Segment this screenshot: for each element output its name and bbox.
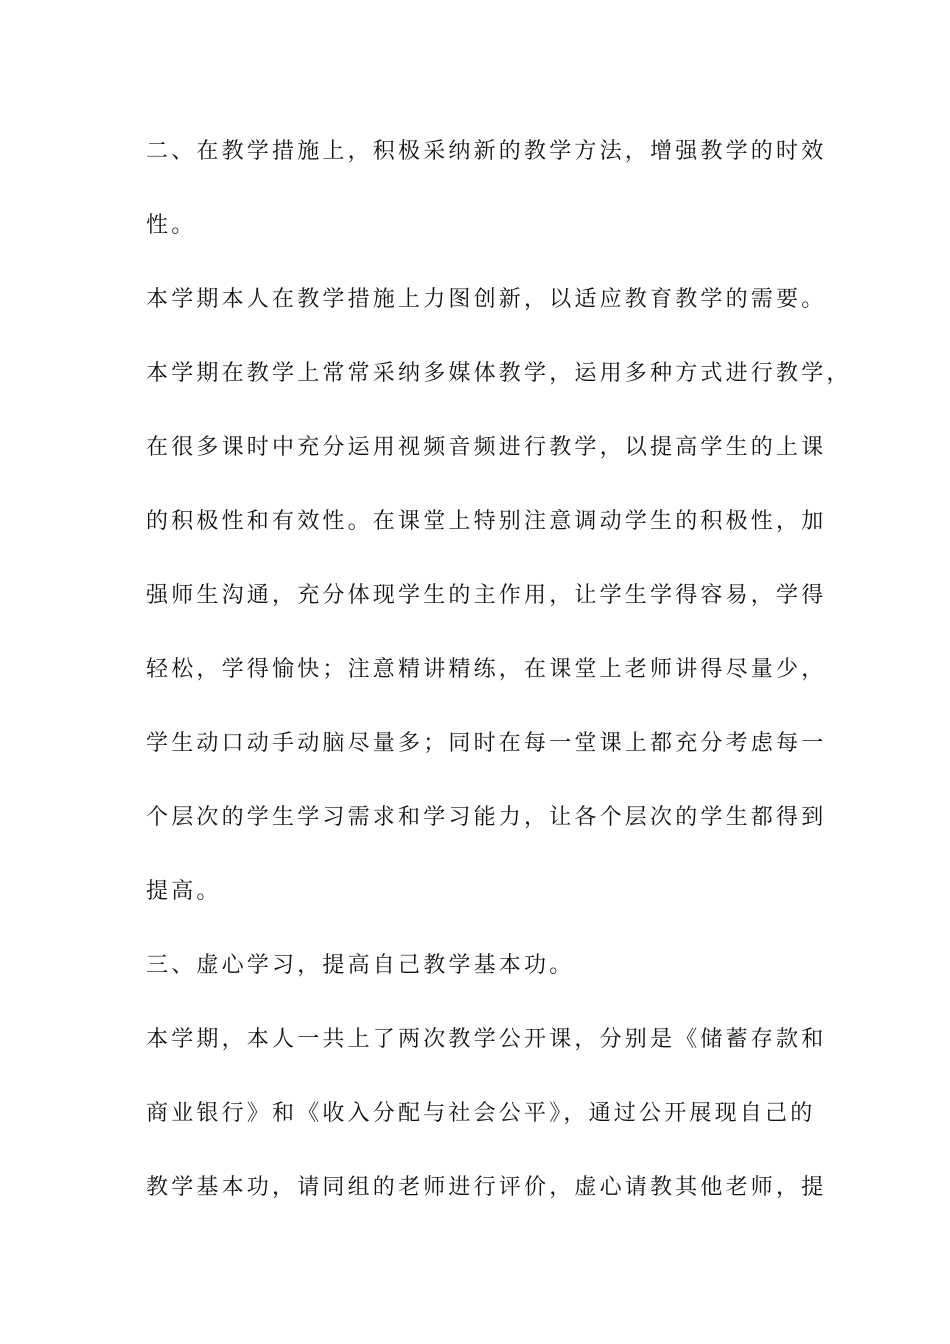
text-line: 性。: [146, 213, 197, 238]
text-line: 强师生沟通，充分体现学生的主作用，让学生学得容易，学得: [146, 583, 827, 608]
text-line: 在很多课时中充分运用视频音频进行教学，以提高学生的上课: [146, 435, 827, 460]
text-line: 轻松，学得愉快；注意精讲精练，在课堂上老师讲得尽量少，: [146, 657, 827, 682]
text-line: 商业银行》和《收入分配与社会公平》，通过公开展现自己的: [146, 1101, 816, 1126]
text-line: 本学期，本人一共上了两次教学公开课，分别是《储蓄存款和: [146, 1027, 827, 1052]
text-line: 的积极性和有效性。在课堂上特别注意调动学生的积极性，加: [146, 509, 827, 534]
text-line: 提高。: [146, 879, 222, 904]
text-line: 个层次的学生学习需求和学习能力，让各个层次的学生都得到: [146, 805, 827, 830]
text-line: 教学基本功，请同组的老师进行评价，虚心请教其他老师，提: [146, 1175, 827, 1200]
text-line: 学生动口动手动脑尽量多；同时在每一堂课上都充分考虑每一: [146, 731, 827, 756]
heading-teaching-measures: 二、在教学措施上，积极采纳新的教学方法，增强教学的时效: [146, 139, 827, 164]
text-line: 本学期在教学上常常采纳多媒体教学，运用多种方式进行教学，: [146, 361, 852, 386]
heading-humble-learning: 三、虚心学习，提高自己教学基本功。: [146, 953, 575, 978]
text-line: 本学期本人在教学措施上力图创新，以适应教育教学的需要。: [146, 287, 827, 312]
